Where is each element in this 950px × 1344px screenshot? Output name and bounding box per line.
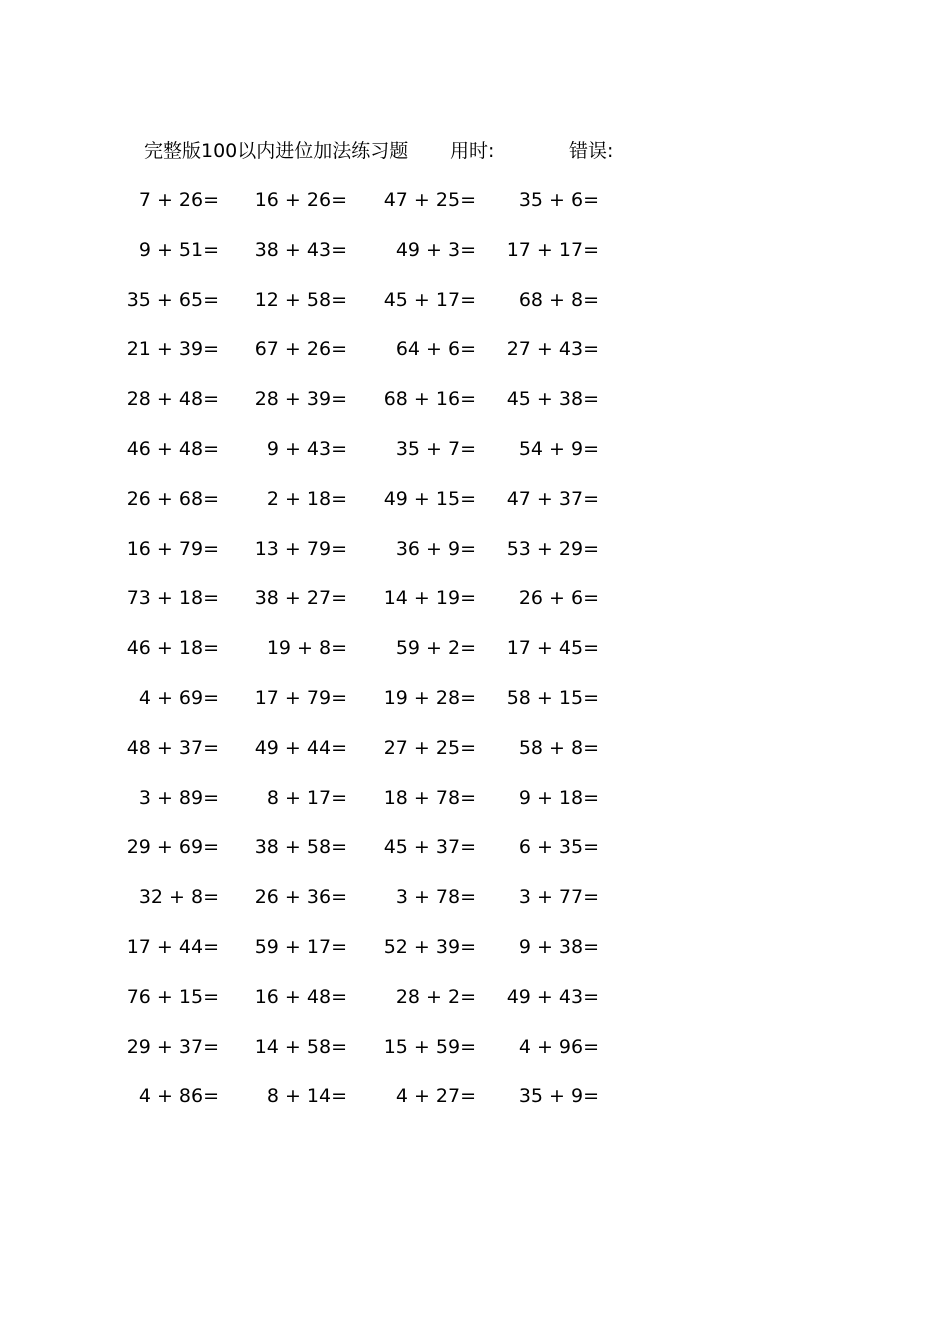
- problem-row: [0, 234, 950, 284]
- addition-problem: 18 + 78=: [383, 786, 476, 809]
- addition-problem: 9 + 51=: [138, 238, 219, 261]
- problem-row: [0, 931, 950, 981]
- addition-problem: 2 + 18=: [266, 487, 347, 510]
- addition-problem: 45 + 38=: [506, 388, 599, 411]
- addition-problem: 27 + 43=: [506, 338, 599, 361]
- addition-problem: 17 + 44=: [126, 935, 219, 958]
- addition-problem: 73 + 18=: [126, 587, 219, 610]
- addition-problem: 47 + 25=: [383, 189, 476, 211]
- addition-problem: 59 + 17=: [254, 935, 347, 958]
- addition-problem: 26 + 68=: [126, 487, 219, 510]
- addition-problem: 35 + 6=: [518, 189, 599, 211]
- addition-problem: 16 + 79=: [126, 537, 219, 560]
- problem-row: [0, 483, 950, 533]
- addition-problem: 35 + 7=: [395, 437, 476, 460]
- worksheet-title: 完整版100以内进位加法练习题: [144, 140, 409, 162]
- addition-problem: 29 + 69=: [126, 836, 219, 859]
- addition-problem: 58 + 15=: [506, 686, 599, 709]
- addition-problem: 49 + 43=: [506, 985, 599, 1008]
- problem-row: [0, 782, 950, 832]
- addition-problem: 48 + 37=: [126, 736, 219, 759]
- problem-row: [0, 333, 950, 383]
- problem-row: [0, 383, 950, 433]
- addition-problem: 53 + 29=: [506, 537, 599, 560]
- addition-problem: 58 + 8=: [518, 736, 599, 759]
- addition-problem: 17 + 17=: [506, 238, 599, 261]
- addition-problem: 7 + 26=: [138, 189, 219, 211]
- problem-row: [0, 1080, 950, 1130]
- addition-problem: 49 + 44=: [254, 736, 347, 759]
- addition-problem: 68 + 16=: [383, 388, 476, 411]
- addition-problem: 9 + 43=: [266, 437, 347, 460]
- addition-problem: 49 + 15=: [383, 487, 476, 510]
- addition-problem: 9 + 18=: [518, 786, 599, 809]
- addition-problem: 9 + 38=: [518, 935, 599, 958]
- addition-problem: 8 + 17=: [266, 786, 347, 809]
- addition-problem: 38 + 58=: [254, 836, 347, 859]
- addition-problem: 21 + 39=: [126, 338, 219, 361]
- addition-problem: 12 + 58=: [254, 288, 347, 311]
- addition-problem: 38 + 27=: [254, 587, 347, 610]
- problem-row: [0, 533, 950, 583]
- addition-problem: 4 + 69=: [138, 686, 219, 709]
- problem-row: [0, 433, 950, 483]
- addition-problem: 59 + 2=: [395, 637, 476, 660]
- addition-problem: 52 + 39=: [383, 935, 476, 958]
- addition-problem: 67 + 26=: [254, 338, 347, 361]
- worksheet-header: [0, 136, 950, 166]
- addition-problem: 16 + 48=: [254, 985, 347, 1008]
- addition-problem: 13 + 79=: [254, 537, 347, 560]
- addition-problem: 3 + 77=: [518, 886, 599, 909]
- addition-problem: 64 + 6=: [395, 338, 476, 361]
- addition-problem: 32 + 8=: [138, 886, 219, 909]
- problem-row: [0, 284, 950, 334]
- addition-problem: 4 + 27=: [395, 1085, 476, 1108]
- addition-problem: 28 + 39=: [254, 388, 347, 411]
- addition-problem: 49 + 3=: [395, 238, 476, 261]
- problem-row: [0, 831, 950, 881]
- addition-problem: 4 + 96=: [518, 1035, 599, 1058]
- addition-problem: 54 + 9=: [518, 437, 599, 460]
- addition-problem: 35 + 65=: [126, 288, 219, 311]
- addition-problem: 76 + 15=: [126, 985, 219, 1008]
- addition-problem: 35 + 9=: [518, 1085, 599, 1108]
- time-label: 用时:: [450, 140, 495, 162]
- problem-grid: [0, 184, 950, 1130]
- addition-problem: 14 + 58=: [254, 1035, 347, 1058]
- addition-problem: 4 + 86=: [138, 1085, 219, 1108]
- addition-problem: 45 + 17=: [383, 288, 476, 311]
- addition-problem: 15 + 59=: [383, 1035, 476, 1058]
- addition-problem: 3 + 89=: [138, 786, 219, 809]
- addition-problem: 28 + 2=: [395, 985, 476, 1008]
- addition-problem: 46 + 48=: [126, 437, 219, 460]
- addition-problem: 27 + 25=: [383, 736, 476, 759]
- addition-problem: 46 + 18=: [126, 637, 219, 660]
- addition-problem: 6 + 35=: [518, 836, 599, 859]
- addition-problem: 26 + 6=: [518, 587, 599, 610]
- addition-problem: 47 + 37=: [506, 487, 599, 510]
- problem-row: [0, 1031, 950, 1081]
- addition-problem: 29 + 37=: [126, 1035, 219, 1058]
- addition-problem: 14 + 19=: [383, 587, 476, 610]
- addition-problem: 8 + 14=: [266, 1085, 347, 1108]
- errors-label: 错误:: [569, 140, 614, 162]
- problem-row: [0, 881, 950, 931]
- problem-row: [0, 184, 950, 234]
- addition-problem: 17 + 79=: [254, 686, 347, 709]
- addition-problem: 3 + 78=: [395, 886, 476, 909]
- addition-problem: 38 + 43=: [254, 238, 347, 261]
- problem-row: [0, 582, 950, 632]
- addition-problem: 68 + 8=: [518, 288, 599, 311]
- addition-problem: 28 + 48=: [126, 388, 219, 411]
- addition-problem: 17 + 45=: [506, 637, 599, 660]
- addition-problem: 19 + 28=: [383, 686, 476, 709]
- problem-row: [0, 682, 950, 732]
- addition-problem: 19 + 8=: [266, 637, 347, 660]
- addition-problem: 36 + 9=: [395, 537, 476, 560]
- problem-row: [0, 732, 950, 782]
- addition-problem: 26 + 36=: [254, 886, 347, 909]
- problem-row: [0, 981, 950, 1031]
- problem-row: [0, 632, 950, 682]
- addition-problem: 45 + 37=: [383, 836, 476, 859]
- addition-problem: 16 + 26=: [254, 189, 347, 211]
